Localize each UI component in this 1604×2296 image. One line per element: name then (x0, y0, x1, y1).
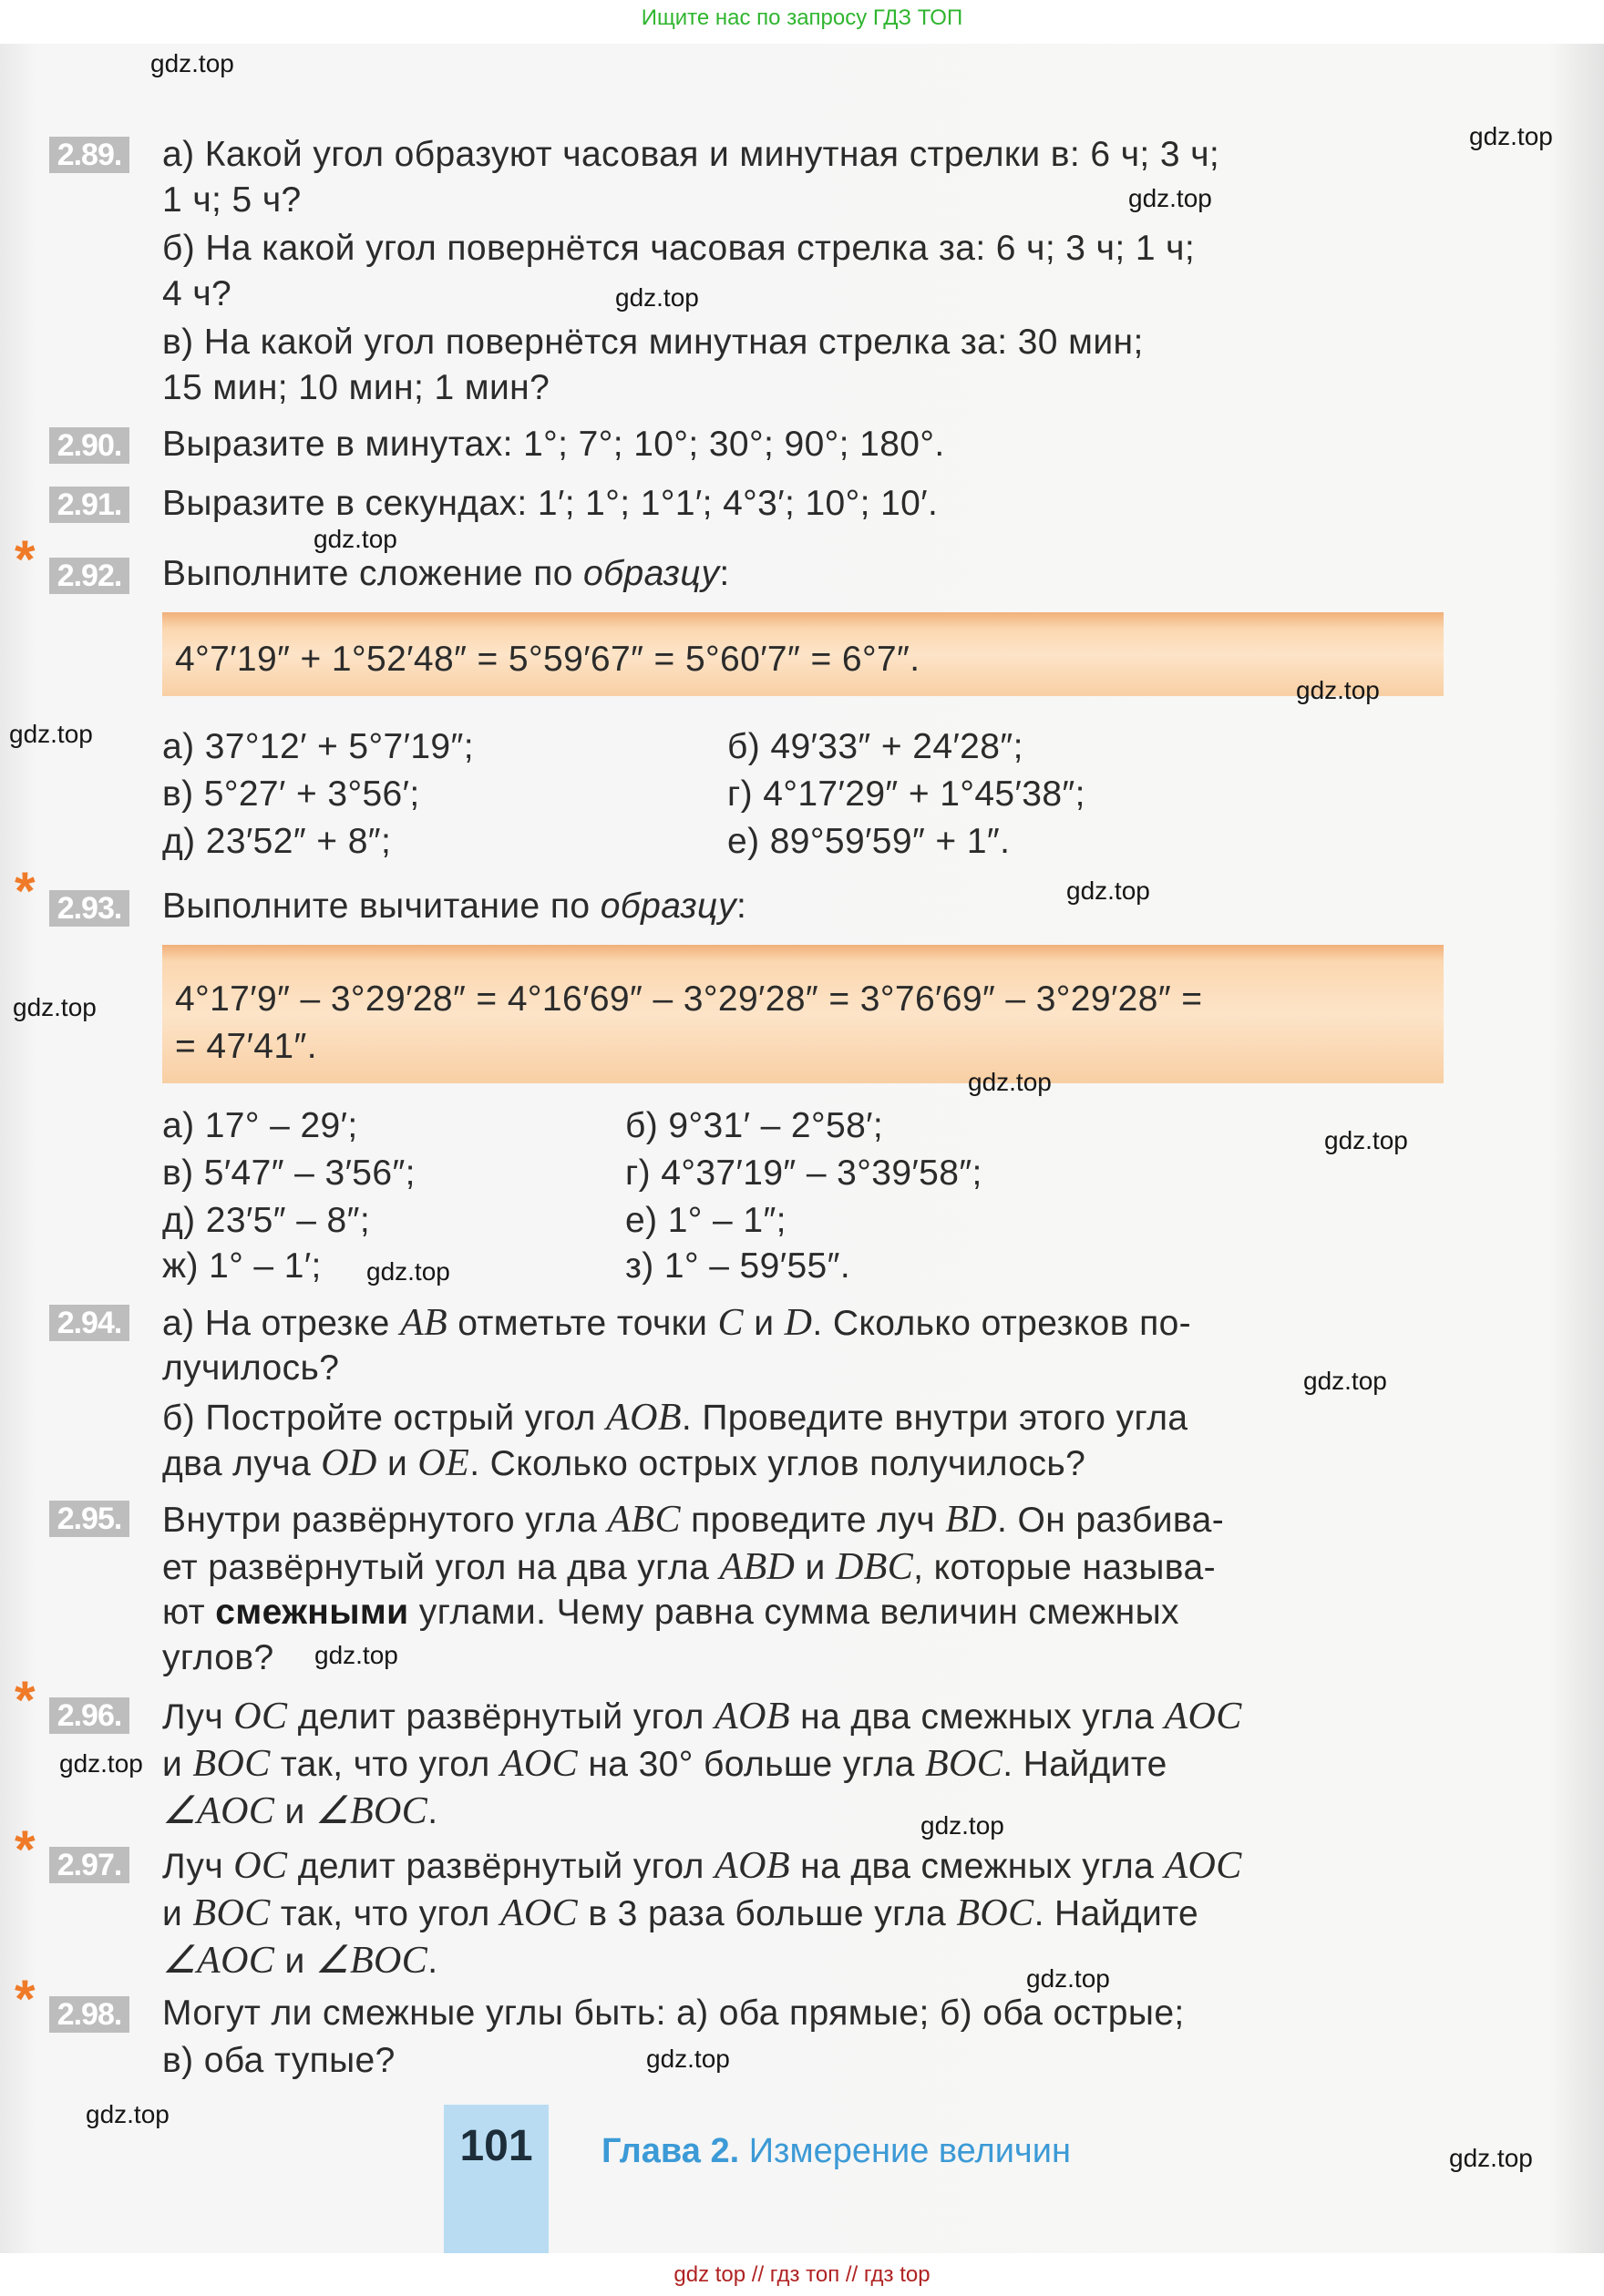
search-hint-banner[interactable]: Ищите нас по запросу ГДЗ ТОП (0, 0, 1604, 44)
exercise-2-92-e: е) 89°59′59″ + 1″. (727, 822, 1011, 861)
exercise-number-2-97: 2.97. (49, 1847, 129, 1883)
watermark: gdz.top (646, 2045, 730, 2073)
exercise-number-2-96: 2.96. (49, 1697, 129, 1734)
exercise-2-92-b: б) 49′33″ + 24′28″; (727, 727, 1023, 766)
exercise-number-2-94: 2.94. (49, 1305, 129, 1341)
chapter-title: Глава 2. Измерение величин (602, 2132, 1071, 2170)
exercise-2-96-line-2: и BOC так, что угол AOC на 30° больше угла BOC. Найдите (162, 1743, 1167, 1785)
watermark: gdz.top (59, 1749, 143, 1778)
exercise-number-2-91: 2.91. (49, 487, 129, 523)
watermark: gdz.top (366, 1257, 450, 1286)
exercise-2-93-g: г) 4°37′19″ – 3°39′58″; (625, 1153, 982, 1193)
exercise-2-92-intro: Выполните сложение по образцу: (162, 554, 730, 593)
exercise-number-2-89: 2.89. (49, 137, 129, 173)
asterisk-icon: * (15, 1970, 36, 2029)
exercise-2-93-b: б) 9°31′ – 2°58′; (625, 1106, 884, 1145)
exercise-2-97-line-2: и BOC так, что угол AOC в 3 раза больше угла BOC. Найдите (162, 1892, 1199, 1934)
exercise-2-94-line-3: б) Постройте острый угол AOB. Проведите внутри этого угла (162, 1397, 1188, 1439)
exercise-2-94-line-4: два луча OD и OE. Сколько острых углов получилось? (162, 1442, 1086, 1484)
watermark: gdz.top (1128, 184, 1212, 212)
exercise-2-93-a: а) 17° – 29′; (162, 1106, 358, 1145)
asterisk-icon: * (15, 1820, 36, 1880)
watermark: gdz.top (1324, 1126, 1408, 1154)
exercise-number-2-98: 2.98. (49, 1996, 129, 2033)
watermark: gdz.top (968, 1068, 1052, 1096)
watermark: gdz.top (150, 49, 234, 77)
exercise-2-98-line-2: в) оба тупые? (162, 2041, 396, 2080)
exercise-2-97-line-1: Луч OC делит развёрнутый угол AOB на два смежных угла AOC (162, 1845, 1242, 1887)
exercise-2-95-line-4: углов? (162, 1638, 274, 1677)
exercise-2-89-line-1: а) Какой угол образуют часовая и минутная стрелки в: 6 ч; 3 ч; (162, 135, 1220, 174)
exercise-2-93-v: в) 5′47″ – 3′56″; (162, 1153, 416, 1193)
exercise-number-2-95: 2.95. (49, 1501, 129, 1537)
watermark: gdz.top (1296, 676, 1380, 704)
watermark: gdz.top (314, 525, 397, 553)
exercise-number-2-92: 2.92. (49, 558, 129, 594)
asterisk-icon: * (15, 862, 36, 921)
exercise-2-93-z: з) 1° – 59′55″. (625, 1246, 851, 1286)
exercise-2-92-a: а) 37°12′ + 5°7′19″; (162, 727, 474, 766)
watermark: gdz.top (314, 1641, 398, 1669)
exercise-2-96-line-3: ∠AOC и ∠BOC. (162, 1790, 438, 1832)
exercise-2-90-text: Выразите в минутах: 1°; 7°; 10°; 30°; 90°; 180°. (162, 425, 945, 464)
exercise-2-93-d: д) 23′5″ – 8″; (162, 1201, 371, 1240)
exercise-2-91-text: Выразите в секундах: 1′; 1°; 1°1′; 4°3′; 10°; 10′. (162, 484, 939, 523)
exercise-2-92-d: д) 23′52″ + 8″; (162, 822, 392, 861)
exercise-2-93-sample-line-1: 4°17′9″ – 3°29′28″ = 4°16′69″ – 3°29′28″ = 3°76′69″ – 3°29′28″ = (175, 979, 1203, 1019)
exercise-2-89-line-4: 4 ч? (162, 274, 232, 313)
exercise-number-2-90: 2.90. (49, 427, 129, 464)
exercise-2-94-line-2: лучилось? (162, 1348, 340, 1388)
exercise-number-2-93: 2.93. (49, 890, 129, 927)
watermark: gdz.top (1469, 122, 1553, 150)
exercise-2-93-sample-line-2: = 47′41″. (175, 1027, 317, 1066)
footer-links[interactable]: gdz top // гдз топ // гдз top (0, 2253, 1604, 2296)
watermark: gdz.top (1449, 2144, 1533, 2172)
exercise-2-89-line-5: в) На какой угол повернётся минутная стрелка за: 30 мин; (162, 323, 1144, 362)
exercise-2-96-line-1: Луч OC делит развёрнутый угол AOB на два смежных угла AOC (162, 1696, 1242, 1737)
watermark: gdz.top (920, 1811, 1004, 1840)
exercise-2-92-g: г) 4°17′29″ + 1°45′38″; (727, 774, 1085, 814)
watermark: gdz.top (13, 993, 97, 1021)
exercise-2-93-zh: ж) 1° – 1′; (162, 1246, 322, 1286)
exercise-2-93-e: е) 1° – 1″; (625, 1201, 787, 1240)
exercise-2-92-v: в) 5°27′ + 3°56′; (162, 774, 420, 814)
exercise-2-89-line-3: б) На какой угол повернётся часовая стрелка за: 6 ч; 3 ч; 1 ч; (162, 229, 1196, 268)
asterisk-icon: * (15, 1671, 36, 1730)
page-number: 101 (459, 2122, 533, 2170)
exercise-2-92-sample: 4°7′19″ + 1°52′48″ = 5°59′67″ = 5°60′7″ = 6°7″. (175, 640, 920, 679)
watermark: gdz.top (1026, 1964, 1110, 1993)
exercise-2-95-line-1: Внутри развёрнутого угла ABC проведите луч BD. Он разбива- (162, 1499, 1225, 1541)
watermark: gdz.top (86, 2100, 170, 2128)
watermark: gdz.top (1066, 876, 1150, 905)
exercise-2-93-intro: Выполните вычитание по образцу: (162, 887, 747, 926)
exercise-2-94-line-1: а) На отрезке AB отметьте точки C и D. Сколько отрезков по- (162, 1302, 1192, 1344)
exercise-2-95-line-2: ет развёрнутый угол на два угла ABD и DBC, которые называ- (162, 1546, 1216, 1588)
watermark: gdz.top (615, 283, 699, 312)
exercise-2-98-line-1: Могут ли смежные углы быть: а) оба прямые; б) оба острые; (162, 1994, 1185, 2033)
watermark: gdz.top (9, 720, 93, 748)
exercise-2-89-line-2: 1 ч; 5 ч? (162, 180, 302, 220)
asterisk-icon: * (15, 530, 36, 589)
exercise-2-95-line-3: ют смежными углами. Чему равна сумма величин смежных (162, 1593, 1179, 1632)
exercise-2-89-line-6: 15 мин; 10 мин; 1 мин? (162, 368, 550, 407)
exercise-2-97-line-3: ∠AOC и ∠BOC. (162, 1940, 438, 1982)
watermark: gdz.top (1303, 1367, 1387, 1395)
